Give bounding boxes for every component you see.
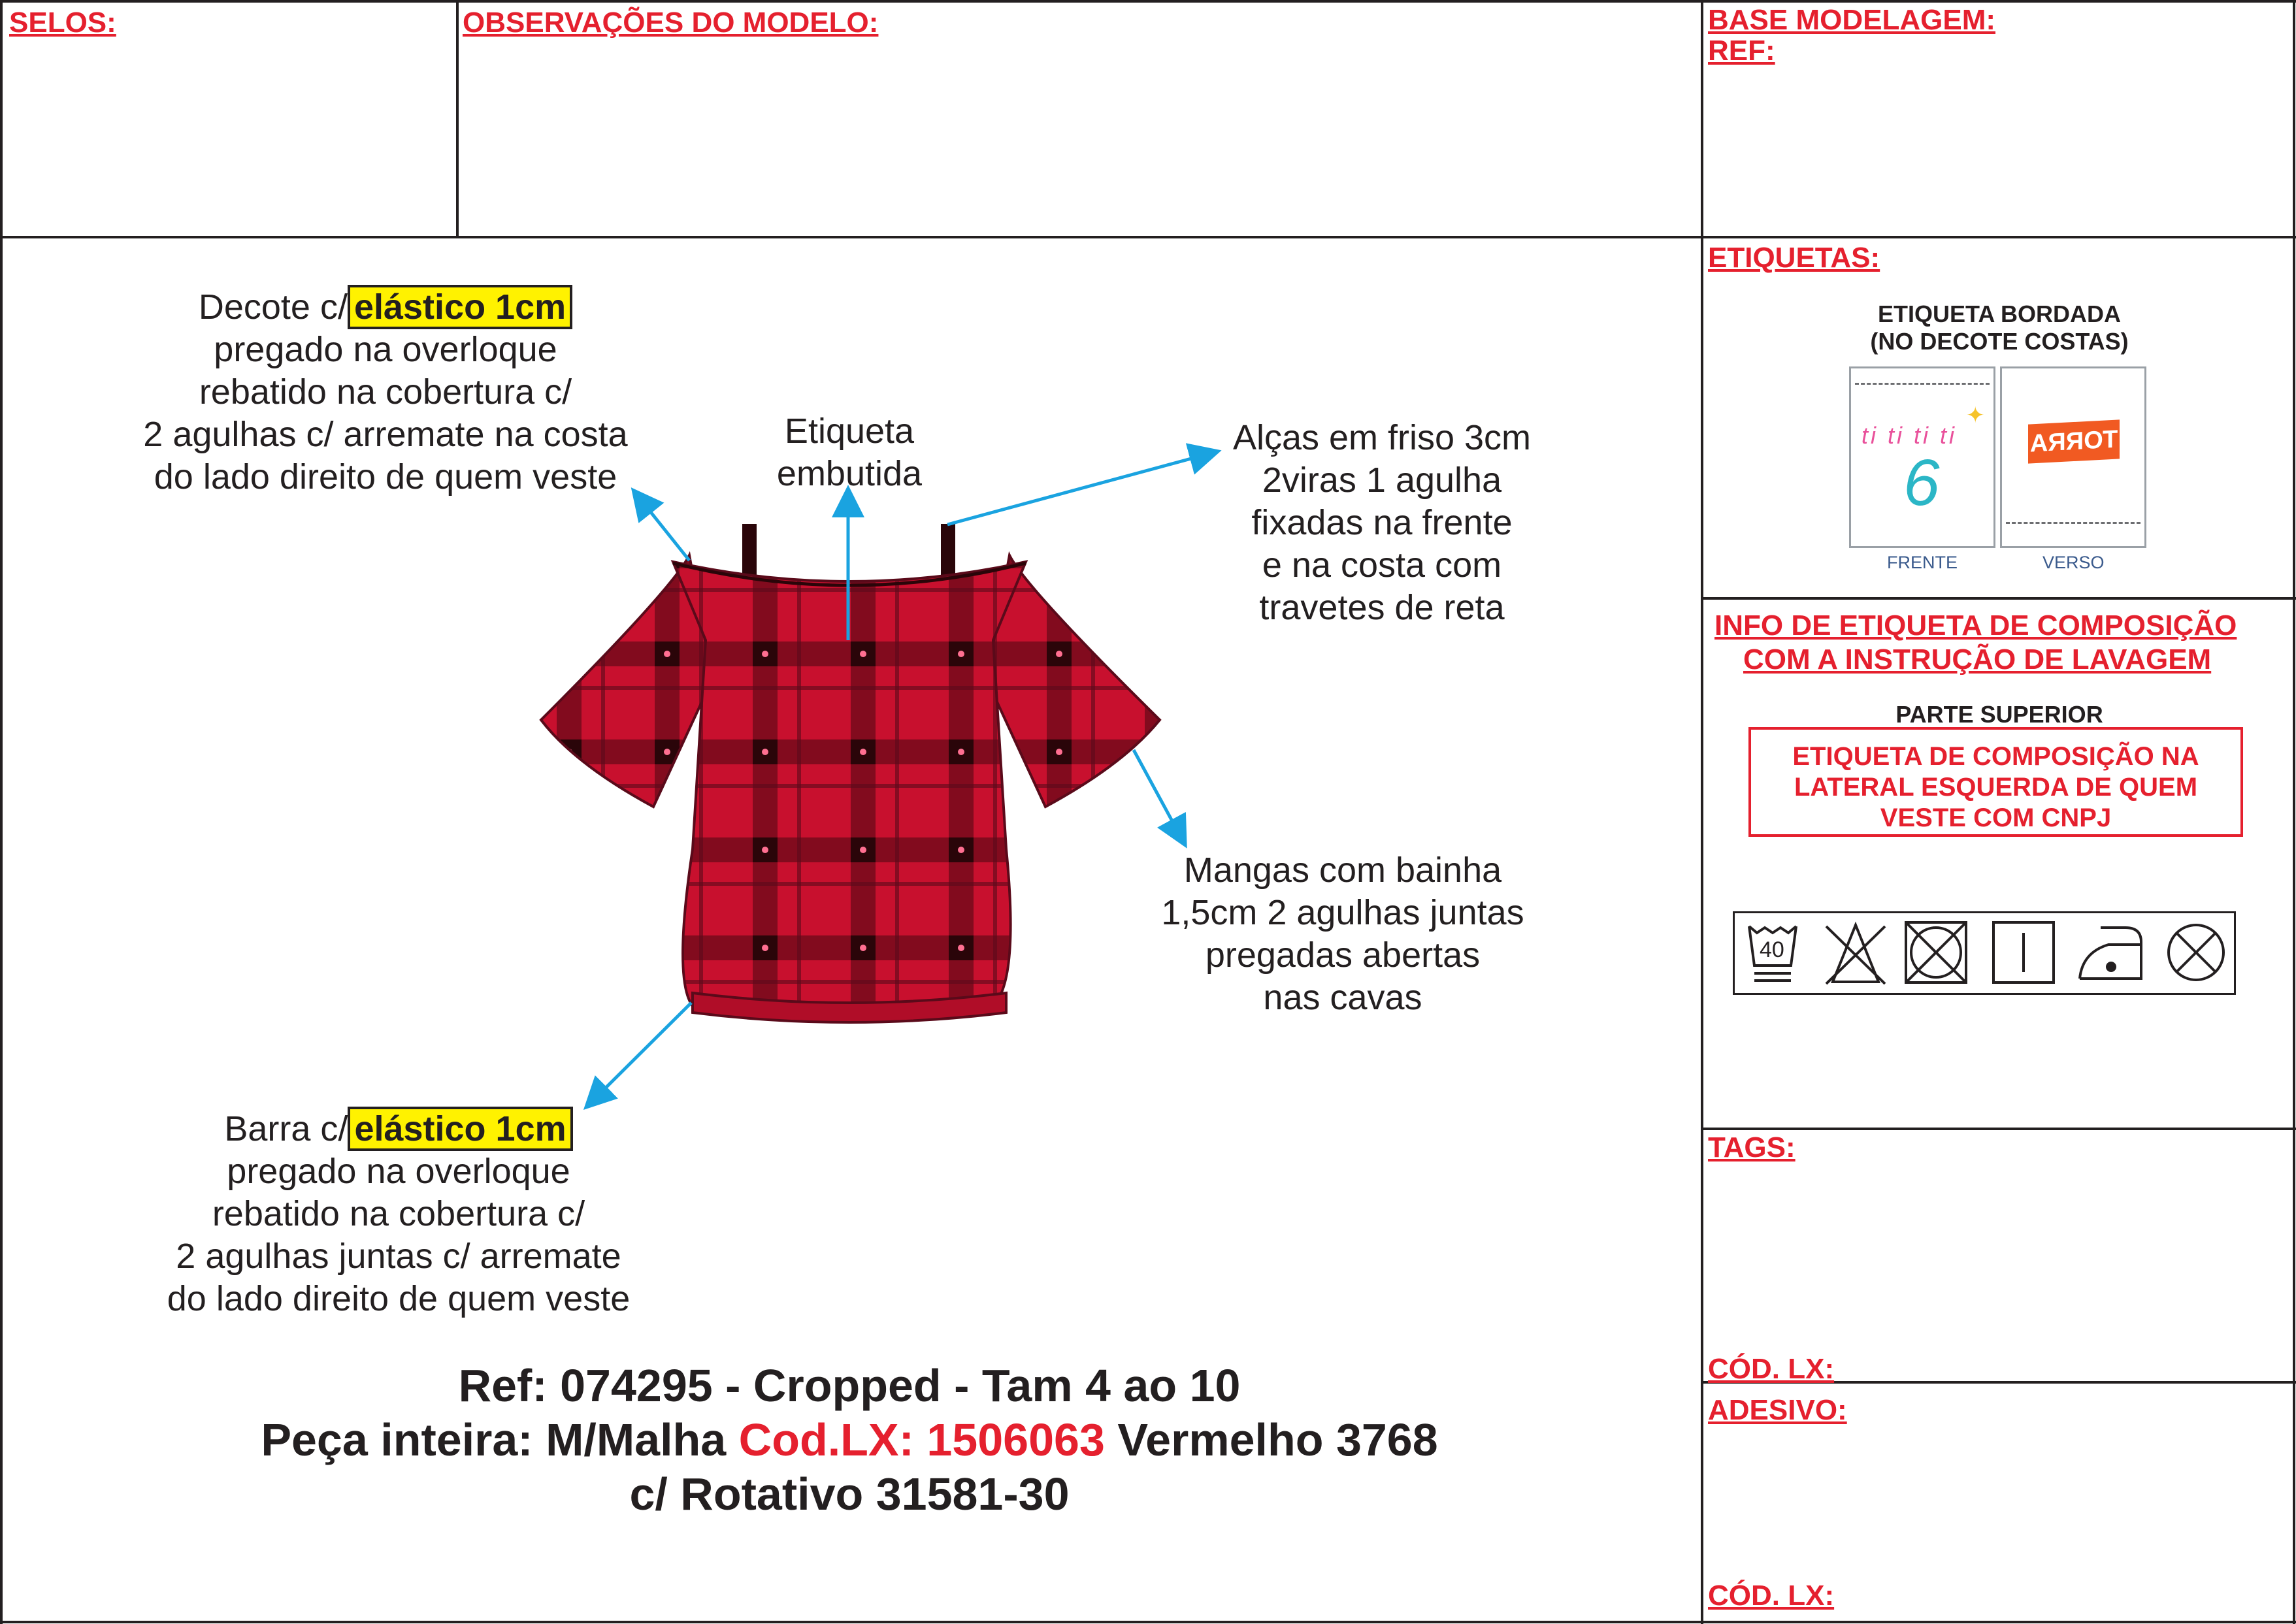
note-mangas	[1124, 849, 1562, 1019]
note-decote-line-1: pregado na overloque	[214, 330, 557, 369]
arrow-alcas	[947, 452, 1215, 525]
note-alcas-line-1: Alças em friso 3cm	[1232, 418, 1532, 457]
arrow-mangas	[1134, 750, 1184, 843]
base-modelagem-header: BASE MODELAGEM:	[1708, 4, 1995, 36]
cod-lx-adesivo: CÓD. LX:	[1708, 1580, 1835, 1612]
cod-lx-tags: CÓD. LX:	[1708, 1353, 1835, 1385]
note-alcas	[1196, 417, 1568, 629]
footer-line-2-a: Peça inteira: M/Malha	[261, 1414, 739, 1465]
info-composicao-header-1: INFO DE ETIQUETA DE COMPOSIÇÃO	[1714, 609, 2237, 641]
note-decote	[105, 286, 666, 498]
note-etiqueta	[719, 410, 980, 495]
info-composicao-header-2: COM A INSTRUÇÃO DE LAVAGEM	[1743, 643, 2212, 675]
label-front-logo: ti ti ti ti	[1861, 422, 1958, 449]
note-decote-highlight: elástico 1cm	[348, 285, 572, 329]
note-mangas-line-3: pregadas abertas	[1205, 935, 1481, 975]
sparkle-icon: ✦	[1966, 403, 1985, 428]
arrow-barra	[588, 1003, 691, 1105]
note-alcas-line-4: e na costa com	[1262, 545, 1502, 585]
etiquetas-header: ETIQUETAS:	[1708, 242, 1880, 274]
selos-header: SELOS:	[9, 7, 116, 39]
composicao-box-line-1: ETIQUETA DE COMPOSIÇÃO NA	[1792, 742, 2199, 771]
note-barra-line-3: 2 agulhas juntas c/ arremate	[176, 1237, 621, 1276]
note-barra-line-1: pregado na overloque	[227, 1152, 570, 1191]
note-barra-line-4: do lado direito de quem veste	[167, 1279, 631, 1318]
note-alcas-line-2: 2viras 1 agulha	[1262, 461, 1502, 500]
note-mangas-line-2: 1,5cm 2 agulhas juntas	[1161, 893, 1524, 932]
back-caption: VERSO	[2042, 553, 2105, 572]
parte-superior: PARTE SUPERIOR	[1895, 701, 2103, 728]
footer-cod-lx: Cod.LX: 1506063	[738, 1414, 1105, 1465]
composicao-box-line-2: LATERAL ESQUERDA DE QUEM	[1794, 773, 2198, 802]
label-back-logo: TORRA	[2029, 425, 2118, 458]
note-alcas-line-5: travetes de reta	[1259, 588, 1505, 627]
footer-line-3: c/ Rotativo 31581-30	[629, 1469, 1070, 1519]
note-decote-line-3: 2 agulhas c/ arremate na costa	[143, 415, 628, 454]
footer-reference	[131, 1359, 1568, 1521]
note-mangas-line-1: Mangas com bainha	[1183, 851, 1502, 890]
note-mangas-line-4: nas cavas	[1263, 978, 1422, 1017]
note-decote-line-4: do lado direito de quem veste	[154, 457, 617, 496]
footer-line-2-c: Vermelho 3768	[1104, 1414, 1438, 1465]
ref-header: REF:	[1708, 35, 1775, 67]
etiqueta-bordada-title-1: ETIQUETA BORDADA	[1878, 300, 2121, 327]
front-caption: FRENTE	[1887, 553, 1958, 572]
note-etiqueta-line-1: Etiqueta	[784, 412, 915, 451]
tags-header: TAGS:	[1708, 1131, 1796, 1163]
note-barra-highlight: elástico 1cm	[348, 1107, 572, 1151]
note-barra-line-2: rebatido na cobertura c/	[212, 1194, 585, 1233]
arrow-decote	[635, 493, 689, 560]
note-barra-prefix: Barra c/	[224, 1109, 348, 1148]
adesivo-header: ADESIVO:	[1708, 1394, 1847, 1426]
wash-temp-label: 40	[1760, 937, 1784, 962]
note-barra	[118, 1108, 680, 1320]
note-etiqueta-line-2: embutida	[776, 454, 923, 493]
label-front-size: 6	[1903, 446, 1940, 519]
etiqueta-bordada-title-2: (NO DECOTE COSTAS)	[1870, 328, 2129, 355]
note-alcas-line-3: fixadas na frente	[1251, 503, 1513, 542]
note-decote-prefix: Decote c/	[198, 287, 348, 327]
composicao-box-line-3: VESTE COM CNPJ	[1880, 804, 2112, 832]
observacoes-header: OBSERVAÇÕES DO MODELO:	[463, 7, 879, 39]
note-decote-line-2: rebatido na cobertura c/	[199, 372, 572, 412]
footer-line-1: Ref: 074295 - Cropped - Tam 4 ao 10	[458, 1360, 1241, 1411]
